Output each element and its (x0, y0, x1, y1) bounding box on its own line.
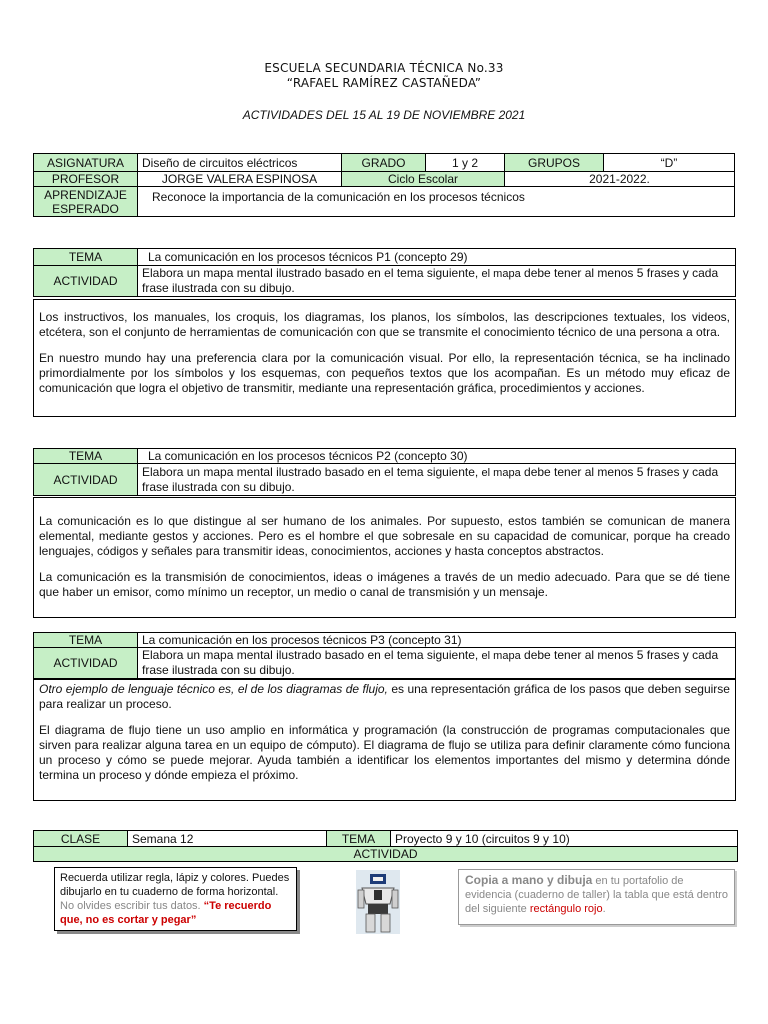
actividad-label: ACTIVIDAD (34, 648, 138, 679)
actividad-text-end: debe tener al menos 5 frases y cada frase ilustrada con su dibujo. (142, 266, 719, 295)
paragraph: La comunicación es lo que distingue al ser humano de los animales. Por supuesto, estos también se comunican de manera elemental, mediante gestos y acciones. Pero es el hombre el que sobresale en su capacidad de comunicar, porque ha creado lenguajes, códigos y señales para transmitir ideas, conocimientos, acciones y hasta conceptos abstractos. (39, 514, 730, 558)
reminder-gray-text: No olvides escribir tus datos. (60, 900, 204, 912)
grupos-value: “D” (604, 154, 735, 172)
profesor-label: PROFESOR (34, 172, 138, 187)
paragraph: La comunicación es la transmisión de conocimientos, ideas o imágenes a través de un medio adecuado. Para que se dé tiene que haber un emisor, como mínimo un receptor, un medio o canal de transmisión y un mensaje. (39, 570, 730, 599)
aprendizaje-label-line1: APRENDIZAJE (44, 187, 127, 202)
section-2-body (33, 497, 736, 618)
paragraph-rest: es una representación gráfica de los pasos que deben seguirse para realizar un proceso. (39, 682, 730, 711)
copy-instruction-text: en tu portafolio de evidencia (cuaderno de taller) la tabla que está dentro del siguiente (465, 875, 728, 915)
actividad-label: ACTIVIDAD (34, 464, 138, 496)
actividad-value (138, 648, 736, 679)
profesor-value: JORGE VALERA ESPINOSA (138, 172, 342, 187)
semana-value: Semana 12 (128, 831, 327, 847)
actividad-text-end: debe tener al menos 5 frases y cada frase ilustrada con su dibujo. (142, 464, 719, 494)
actividad-text: Elabora un mapa mental ilustrado basado en el tema siguiente, (142, 266, 482, 280)
tema-label: TEMA (34, 633, 138, 648)
proyecto-value: Proyecto 9 y 10 (circuitos 9 y 10) (391, 831, 738, 847)
info-table (33, 153, 735, 217)
copy-instruction-end: . (602, 903, 606, 915)
reminder-text: Recuerda utilizar regla, lápiz y colores. Puedes dibujarlo en tu cuaderno de forma horizontal. (60, 872, 290, 898)
asignatura-label: ASIGNATURA (34, 154, 138, 172)
section-3-header (33, 632, 736, 679)
copy-instruction-bold: Copia a mano y dibuja (465, 873, 593, 887)
grado-value: 1 y 2 (426, 154, 505, 172)
actividad-label: ACTIVIDAD (34, 266, 138, 297)
asignatura-value: Diseño de circuitos eléctricos (138, 154, 342, 172)
actividad-emphasis: el mapa (481, 650, 521, 662)
actividad-text-end: debe tener al menos 5 frases y cada frase ilustrada con su dibujo. (142, 648, 719, 677)
section-2-header (33, 448, 736, 496)
tema-value: La comunicación en los procesos técnicos P3 (concepto 31) (138, 633, 736, 648)
paragraph: Los instructivos, los manuales, los croquis, los diagramas, los planos, los símbolos, las descripciones textuales, los videos, etcétera, son el conjunto de herramientas de comunicación con que se transmite el conocimiento técnico de una persona a otra. (39, 310, 730, 339)
clase-label: CLASE (34, 831, 128, 847)
ciclo-value: 2021-2022. (505, 172, 735, 187)
section-1-header (33, 248, 736, 297)
actividad-value (138, 266, 736, 297)
paragraph: En nuestro mundo hay una preferencia clara por la comunicación visual. Por ello, la representación técnica, se ha inclinado primordialmente por los símbolos y los esquemas, con pequeños textos que los acompañan. Es un método muy eficaz de comunicación que logra el objetivo de transmitir, mediante una representación gráfica, procedimientos y acciones. (39, 351, 730, 395)
paragraph: El diagrama de flujo tiene un uso amplio en informática y programación (la construcción de programas computacionales que sirven para realizar alguna tarea en un equipo de cómputo). El diagrama de flujo se utiliza para definir claramente cómo funciona un proceso y cómo se puede mejorar. Ayuda también a identificar los elementos importantes del mismo y determina dónde termina un proceso y dónde empieza el próximo. (39, 723, 730, 782)
copy-instruction-red: rectángulo rojo (529, 903, 603, 915)
robot-illustration (356, 870, 400, 934)
section-3-body (33, 679, 736, 801)
activities-title: ACTIVIDADES DEL 15 AL 19 DE NOVIEMBRE 2021 (242, 108, 526, 122)
aprendizaje-label (34, 187, 138, 217)
grupos-label: GRUPOS (505, 154, 604, 172)
aprendizaje-label-line2: ESPERADO (52, 201, 119, 216)
paragraph-italic: Otro ejemplo de lenguaje técnico es, el de los diagramas de flujo, (39, 682, 388, 696)
section-1-body (33, 299, 736, 417)
actividad-text: Elabora un mapa mental ilustrado basado en el tema siguiente, (142, 464, 482, 479)
tema-label: TEMA (34, 449, 138, 464)
paragraph (39, 682, 730, 712)
tema-value: La comunicación en los procesos técnicos P2 (concepto 30) (138, 449, 736, 464)
actividad-value (138, 464, 736, 496)
copy-instruction-note (458, 869, 735, 925)
reminder-note (54, 867, 297, 931)
tema-label: TEMA (327, 831, 391, 847)
clase-table (33, 830, 738, 862)
school-subtitle: “RAFAEL RAMÍREZ CASTAÑEDA” (286, 76, 482, 90)
aprendizaje-value: Reconoce la importancia de la comunicación en los procesos técnicos (138, 187, 735, 217)
actividad-emphasis: el mapa (481, 268, 521, 280)
actividad-text: Elabora un mapa mental ilustrado basado en el tema siguiente, (142, 648, 482, 662)
actividad-header: ACTIVIDAD (34, 847, 738, 862)
tema-value: La comunicación en los procesos técnicos P1 (concepto 29) (138, 249, 736, 266)
grado-label: GRADO (342, 154, 426, 172)
reminder-warning: “Te recuerdo que, no es cortar y pegar” (60, 900, 272, 926)
actividad-emphasis: el mapa (481, 466, 521, 479)
school-name: ESCUELA SECUNDARIA TÉCNICA No.33 (264, 61, 504, 75)
ciclo-label: Ciclo Escolar (342, 172, 505, 187)
tema-label: TEMA (34, 249, 138, 266)
